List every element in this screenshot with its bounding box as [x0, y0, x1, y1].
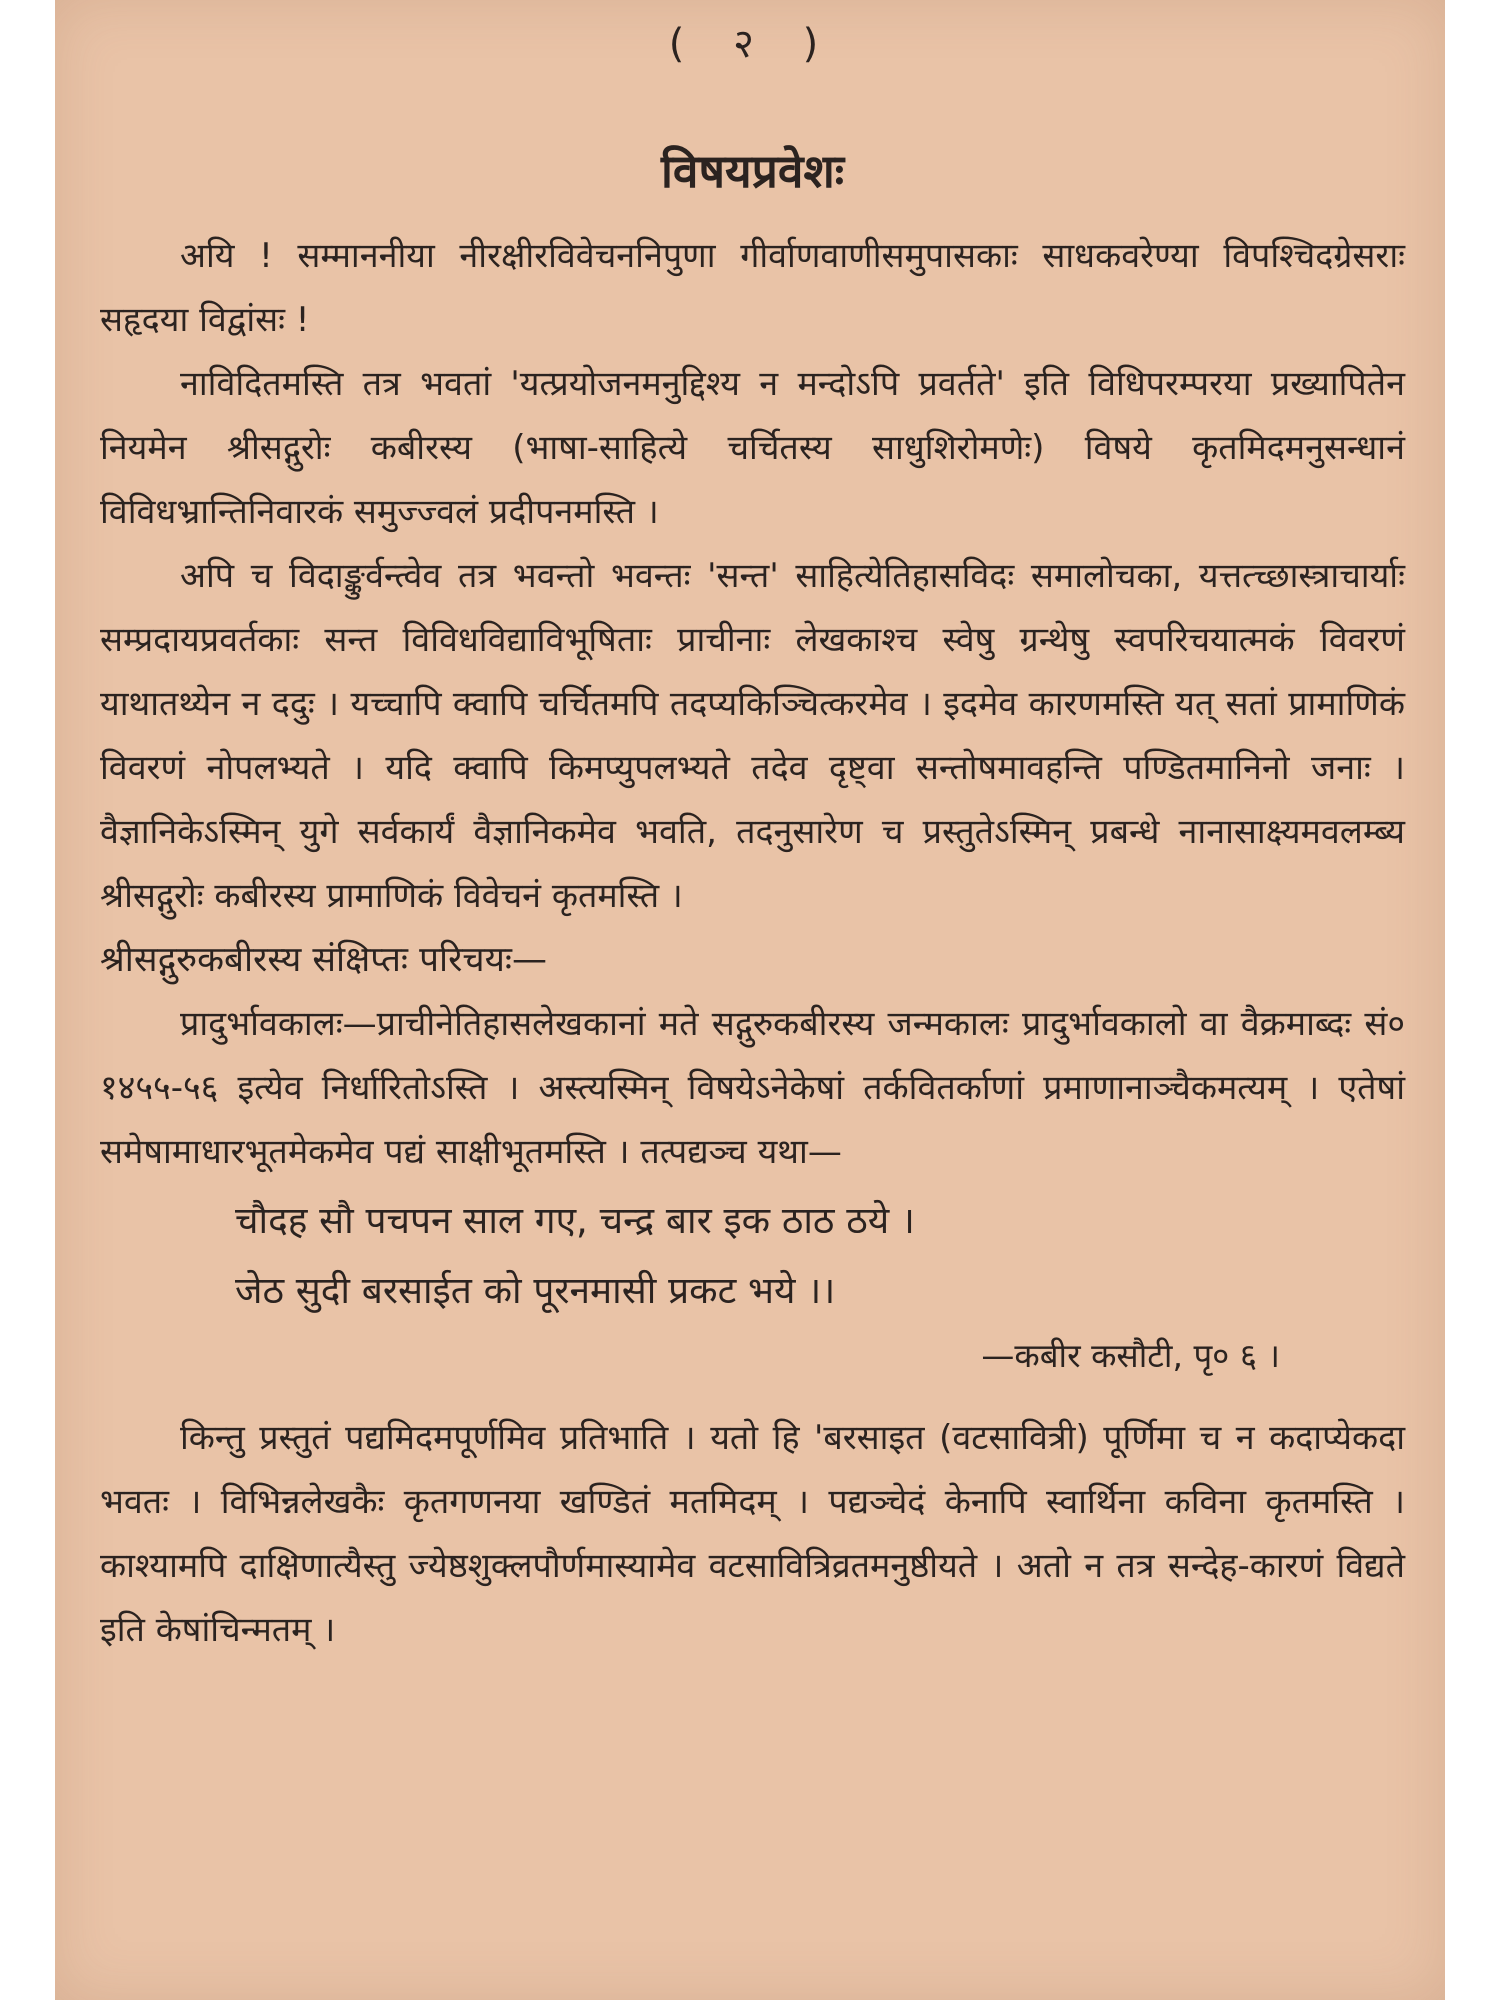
verse-line-2: जेठ सुदी बरसाईत को पूरनमासी प्रकट भये ।। [235, 1269, 836, 1312]
verse-line-1: चौदह सौ पचपन साल गए, चन्द्र बार इक ठाठ ठये । [235, 1199, 915, 1242]
scanned-page [55, 0, 1445, 2000]
paragraph-critique: किन्तु प्रस्तुतं पद्यमिदमपूर्णमिव प्रतिभाति । यतो हि 'बरसाइत (वटसावित्री) पूर्णिमा च न कदाप्येकदा भवतः । विभिन्नलेखकैः कृतगणनया खण्डितं मतमिदम् । पद्यञ्चेदं केनापि स्वार्थिना कविना कृतमस्ति । काश्यामपि दाक्षिणात्यैस्तु ज्येष्ठशुक्लपौर्णमास्यामेव वटसावित्रिव्रतमनुष्ठीयते । अतो न तत्र सन्देह-कारणं विद्यते इति केषांचिन्मतम् । [100, 1418, 1405, 1650]
paragraph-background: अपि च विदाङ्कुर्वन्त्वेव तत्र भवन्तो भवन्तः 'सन्त' साहित्येतिहासविदः समालोचका, यत्तत्च्छास्त्राचार्याः सम्प्रदायप्रवर्तकाः सन्त विविधविद्याविभूषिताः प्राचीनाः लेखकाश्च स्वेषु ग्रन्थेषु स्वपरिचयात्मकं विवरणं याथातथ्येन न ददुः । यच्चापि क्वापि चर्चितमपि तदप्यकिञ्चित्करमेव । इदमेव कारणमस्ति यत् सतां प्रामाणिकं विवरणं नोपलभ्यते । यदि क्वापि किमप्युपलभ्यते तदेव दृष्ट्वा सन्तोषमावहन्ति पण्डितमानिनो जनाः । वैज्ञानिकेऽस्मिन् युगे सर्वकार्यं वैज्ञानिकमेव भवति, तदनुसारेण च प्रस्तुतेऽस्मिन् प्रबन्धे नानासाक्ष्यमवलम्ब्य श्रीसद्गुरोः कबीरस्य प्रामाणिकं विवेचनं कृतमस्ति । [100, 556, 1405, 916]
page-number: ( २ ) [668, 21, 837, 67]
page-title: विषयप्रवेशः [660, 144, 845, 198]
paragraph-salutation: अयि ! सम्माननीया नीरक्षीरविवेचननिपुणा गीर्वाणवाणीसमुपासकाः साधकवरेण्या विपश्चिदग्रेसराः सहृदया विद्वांसः ! [100, 236, 1405, 340]
paragraph-purpose: नाविदितमस्ति तत्र भवतां 'यत्प्रयोजनमनुद्दिश्य न मन्दोऽपि प्रवर्तते' इति विधिपरम्परया प्रख्यापितेन नियमेन श्रीसद्गुरोः कबीरस्य (भाषा-साहित्ये चर्चितस्य साधुशिरोमणेः) विषये कृतमिदमनुसन्धानं विविधभ्रान्तिनिवारकं समुज्ज्वलं प्रदीपनमस्ति । [100, 364, 1405, 532]
verse-source: —कबीर कसौटी, पृ० ६ । [981, 1336, 1280, 1375]
paragraph-birth-period: प्रादुर्भावकालः—प्राचीनेतिहासलेखकानां मते सद्गुरुकबीरस्य जन्मकालः प्रादुर्भावकालो वा वैक्रमाब्दः सं० १४५५-५६ इत्येव निर्धारितोऽस्ति । अस्त्यस्मिन् विषयेऽनेकेषां तर्कवितर्काणां प्रमाणानाञ्चैकमत्यम् । एतेषां समेषामाधारभूतमेकमेव पद्यं साक्षीभूतमस्ति । तत्पद्यञ्च यथा— [100, 1004, 1405, 1172]
page-content [100, 12, 1405, 1987]
section-heading: श्रीसद्गुरुकबीरस्य संक्षिप्तः परिचयः— [100, 940, 547, 980]
